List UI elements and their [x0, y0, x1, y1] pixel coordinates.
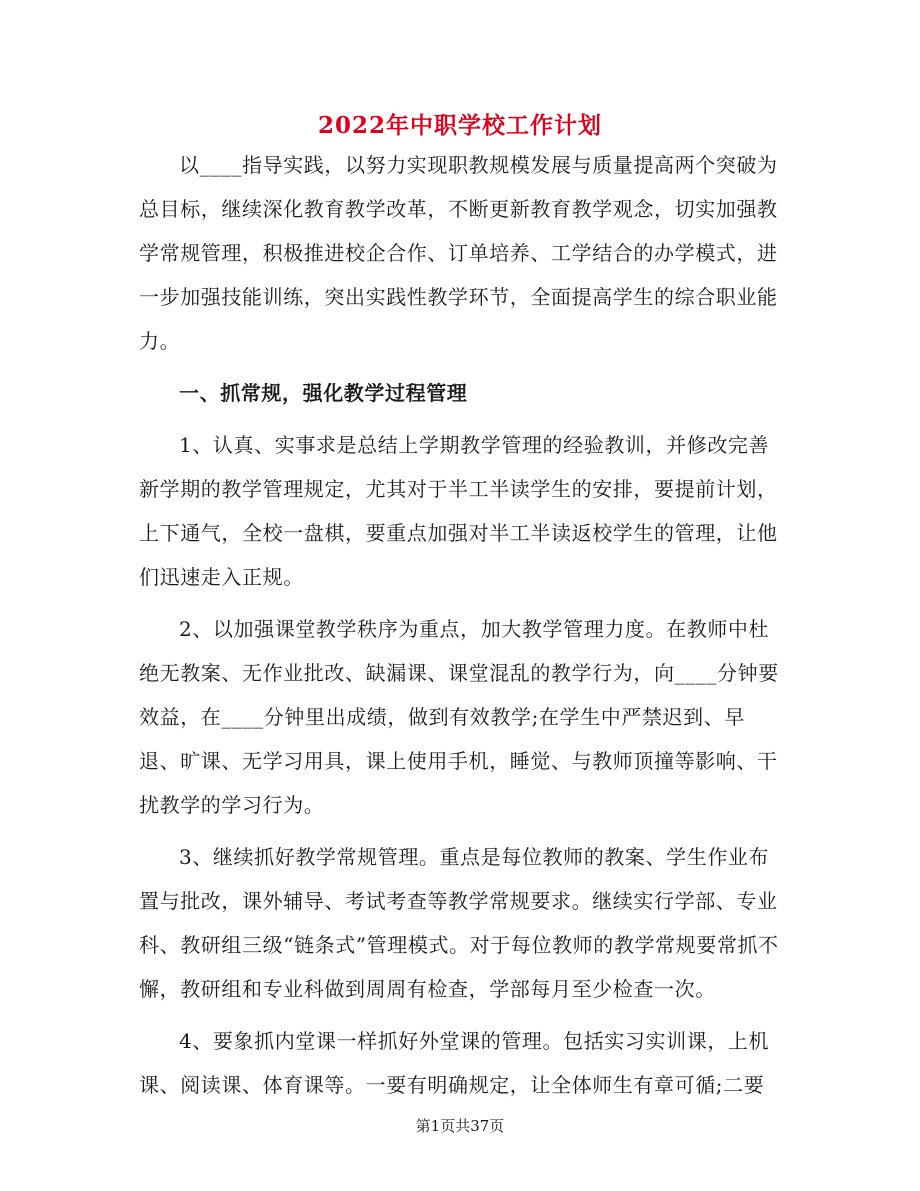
intro-paragraph: 以____指导实践，以努力实现职教规模发展与质量提高两个突破为总目标，继续深化教育教学改革，不断更新教育教学观念，切实加强教学常规管理，积极推进校企合作、订单培养、工学结合的办学模式，进一步加强技能训练，突出实践性教学环节，全面提高学生的综合职业能力。 — [139, 153, 778, 353]
section-heading: 一、抓常规，强化教学过程管理 — [179, 381, 468, 405]
paragraph-item-4: 4、要象抓内堂课一样抓好外堂课的管理。包括实习实训课，上机课、阅读课、体育课等。一要有明确规定，让全体师生有章可循;二要 — [139, 1029, 770, 1097]
paragraph-item-2: 2、以加强课堂教学秩序为重点，加大教学管理力度。在教师中杜绝无教案、无作业批改、缺漏课、课堂混乱的教学行为，向____分钟要效益，在____分钟里出成绩，做到有效教学;在学生中严禁迟到、早退、旷课、无学习用具，课上使用手机，睡觉、与教师顶撞等影响、干扰教学的学习行为。 — [139, 617, 779, 817]
paragraph-item-3: 3、继续抓好教学常规管理。重点是每位教师的教案、学生作业布置与批改，课外辅导、考试考查等教学常规要求。继续实行学部、专业科、教研组三级“链条式”管理模式。对于每位教师的教学常规要常抓不懈，教研组和专业科做到周周有检查，学部每月至少检查一次。 — [139, 845, 779, 1001]
document-title: 2022年中职学校工作计划 — [317, 112, 602, 139]
page-number: 第1页共37页 — [415, 1117, 505, 1135]
document-body — [139, 143, 781, 1115]
paragraph-item-1: 1、认真、实事求是总结上学期教学管理的经验教训，并修改完善新学期的教学管理规定，尤其对于半工半读学生的安排，要提前计划，上下通气，全校一盘棋，要重点加强对半工半读返校学生的管理，让他们迅速走入正规。 — [139, 433, 778, 589]
